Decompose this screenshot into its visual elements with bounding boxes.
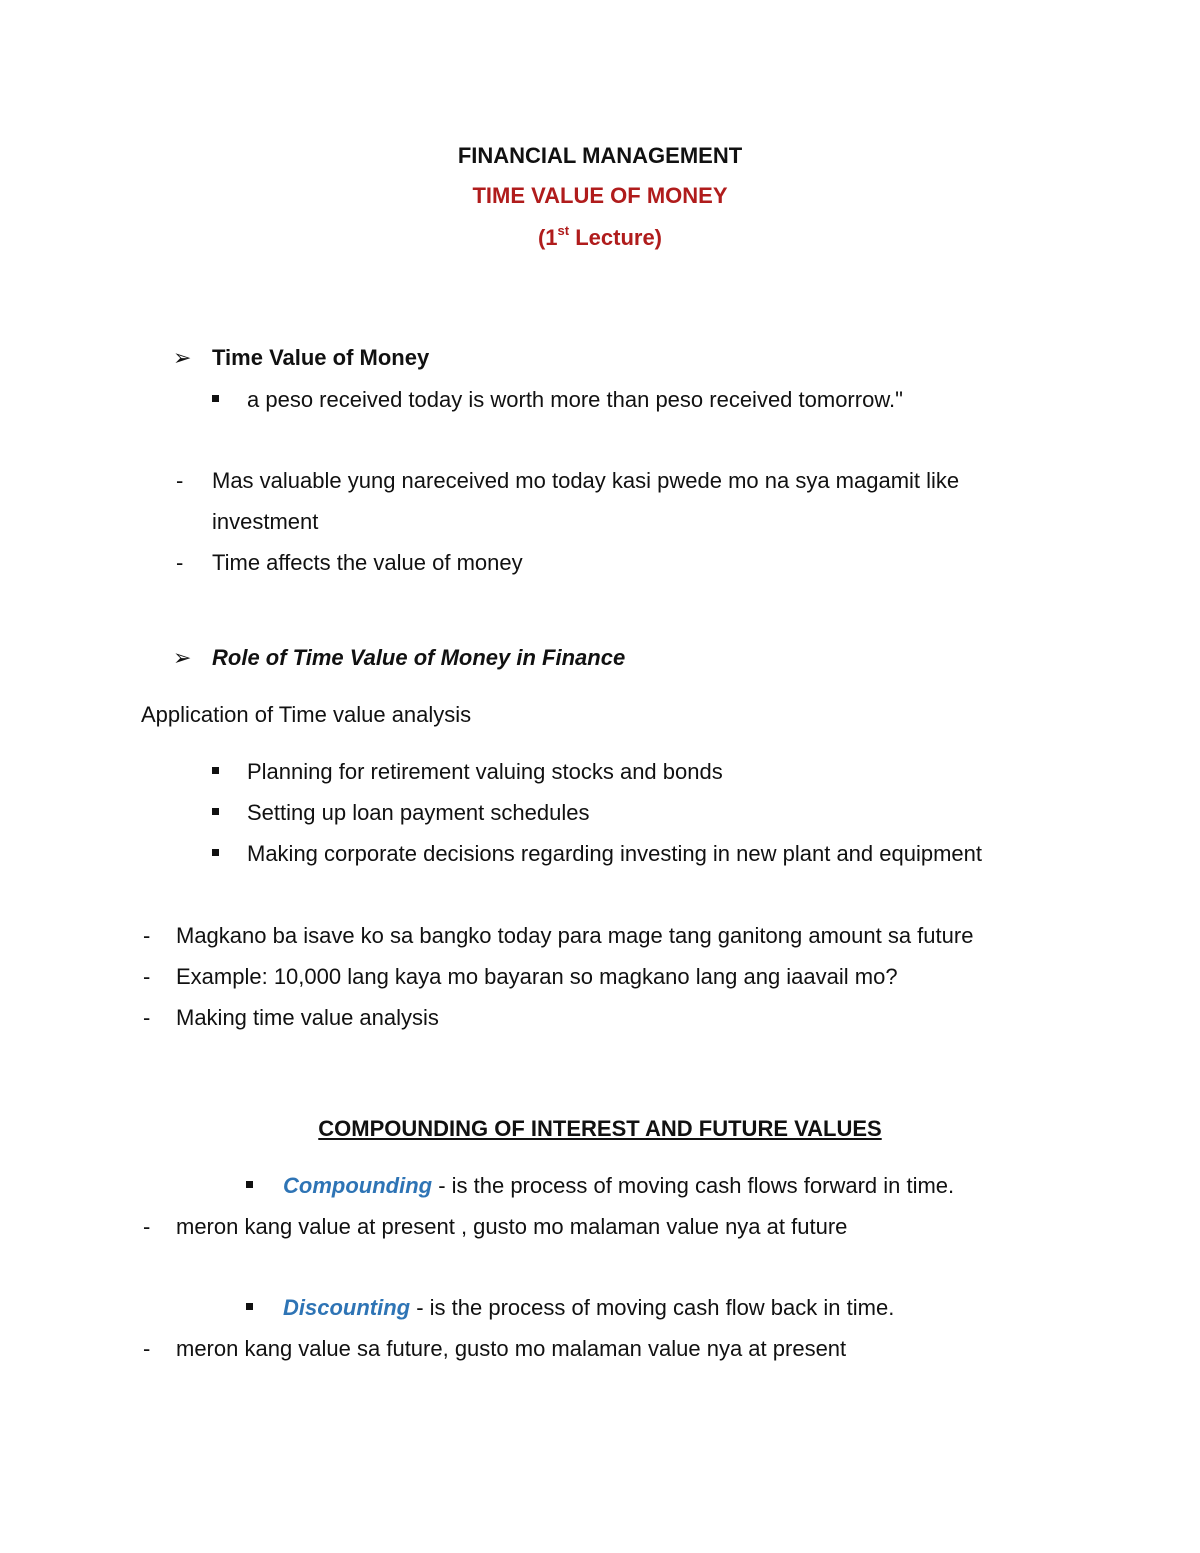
dash-bullet: - bbox=[176, 550, 184, 575]
arrow-bullet-icon: ➢ bbox=[173, 345, 192, 370]
square-bullet-icon bbox=[246, 1181, 253, 1188]
definition-text: a peso received today is worth more than peso received tomorrow." bbox=[247, 387, 903, 412]
note-text: Magkano ba isave ko sa bangko today para mage tang ganitong amount sa future bbox=[176, 923, 974, 948]
section-heading-compounding: COMPOUNDING OF INTEREST AND FUTURE VALUES bbox=[318, 1116, 882, 1141]
dash-bullet: - bbox=[143, 1214, 151, 1239]
compounding-term: Compounding bbox=[283, 1173, 433, 1198]
note-text: meron kang value at present , gusto mo malaman value nya at future bbox=[176, 1214, 848, 1239]
section-heading-role: Role of Time Value of Money in Finance bbox=[212, 645, 626, 670]
discounting-term: Discounting bbox=[283, 1295, 411, 1320]
lecture-label: (1st Lecture) bbox=[537, 222, 663, 250]
section-heading-time-value: Time Value of Money bbox=[212, 345, 430, 370]
discounting-definition: Discounting - is the process of moving cash flow back in time. bbox=[283, 1295, 895, 1320]
square-bullet-icon bbox=[246, 1303, 253, 1310]
compounding-definition: Compounding - is the process of moving cash flows forward in time. bbox=[283, 1173, 955, 1198]
dash-bullet: - bbox=[176, 468, 184, 493]
note-text: Example: 10,000 lang kaya mo bayaran so magkano lang ang iaavail mo? bbox=[176, 964, 898, 989]
arrow-bullet-icon: ➢ bbox=[173, 645, 192, 670]
course-title: FINANCIAL MANAGEMENT bbox=[457, 143, 743, 168]
dash-bullet: - bbox=[143, 1336, 151, 1361]
dash-bullet: - bbox=[143, 964, 151, 989]
list-item: Setting up loan payment schedules bbox=[247, 800, 590, 825]
list-item: Planning for retirement valuing stocks and bonds bbox=[247, 759, 723, 784]
dash-bullet: - bbox=[143, 923, 151, 948]
list-item: Making corporate decisions regarding investing in new plant and equipment bbox=[247, 841, 983, 866]
square-bullet-icon bbox=[212, 395, 219, 402]
square-bullet-icon bbox=[212, 767, 219, 774]
square-bullet-icon bbox=[212, 808, 219, 815]
note-text: Making time value analysis bbox=[176, 1005, 439, 1030]
note-text: Mas valuable yung nareceived mo today kasi pwede mo na sya magamit like bbox=[212, 468, 960, 493]
square-bullet-icon bbox=[212, 849, 219, 856]
note-text-continued: investment bbox=[212, 509, 319, 534]
topic-title: TIME VALUE OF MONEY bbox=[472, 183, 728, 208]
intro-text: Application of Time value analysis bbox=[141, 702, 472, 727]
dash-bullet: - bbox=[143, 1005, 151, 1030]
note-text: meron kang value sa future, gusto mo malaman value nya at present bbox=[176, 1336, 847, 1361]
note-text: Time affects the value of money bbox=[212, 550, 523, 575]
